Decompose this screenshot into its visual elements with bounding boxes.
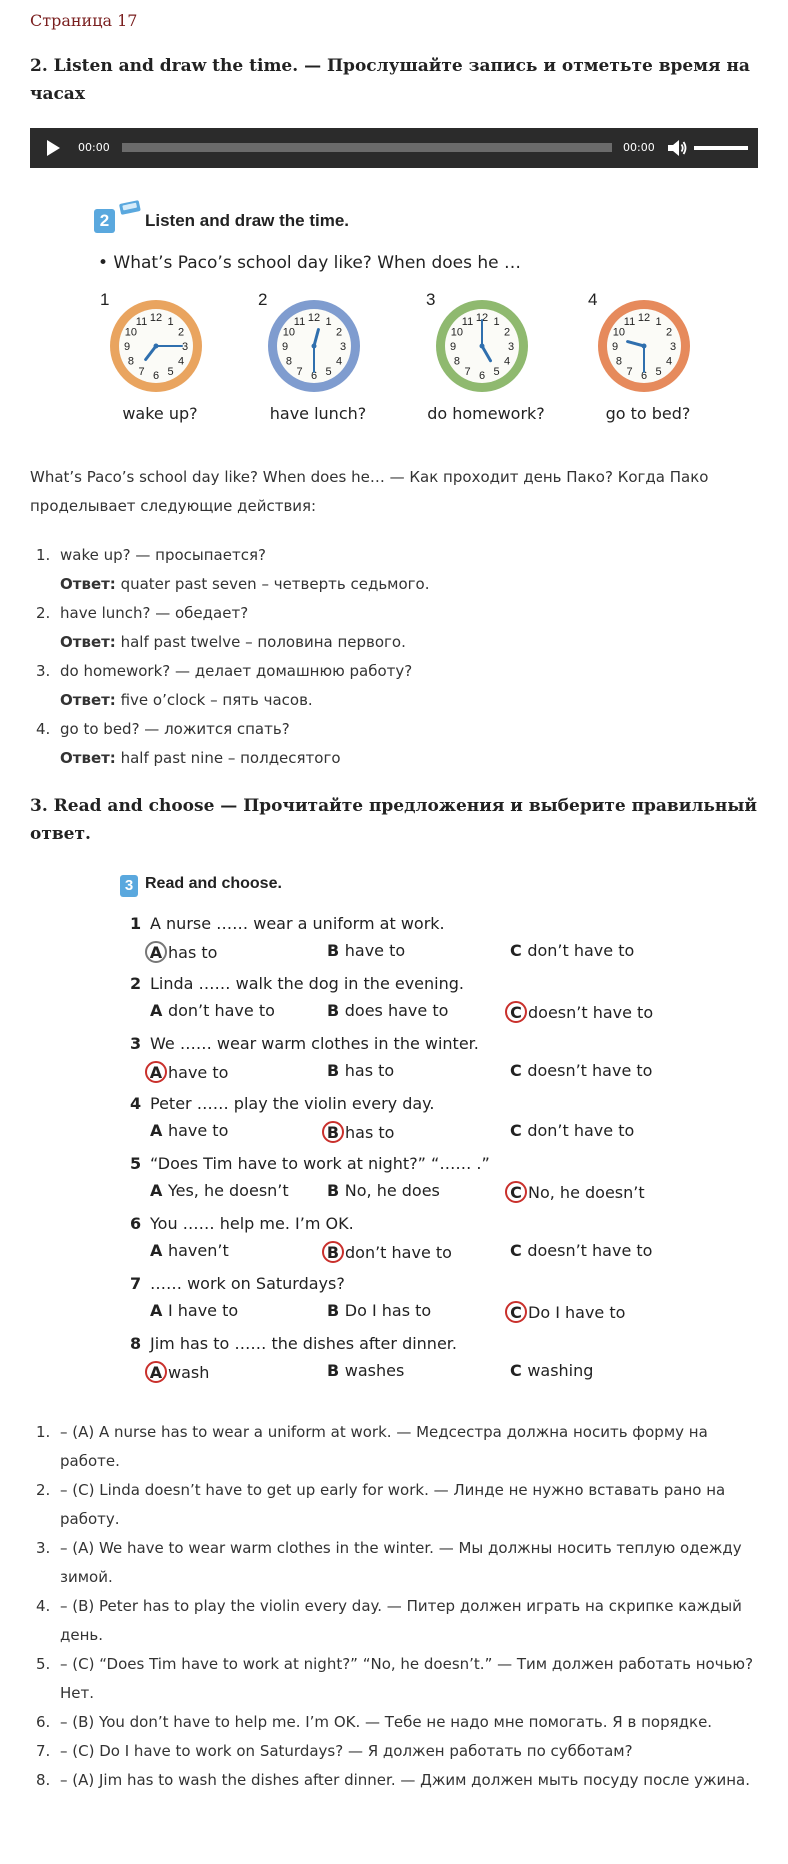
clock-numeral: 6: [152, 370, 160, 382]
option-b: B don’t have to: [327, 1241, 452, 1263]
question-text: “Does Tim have to work at night?” “…… .”: [150, 1154, 490, 1173]
clock-icon: [594, 296, 694, 396]
clock-numeral: 9: [123, 341, 131, 353]
option-b: B Do I has to: [327, 1301, 432, 1320]
option-b: B has to: [327, 1061, 395, 1080]
option-a: A Yes, he doesn’t: [150, 1181, 289, 1200]
clock-numeral: 11: [623, 315, 636, 328]
option-c: C doesn’t have to: [510, 1061, 653, 1080]
answers-list-2: [30, 1418, 770, 1795]
option-c: C don’t have to: [510, 941, 635, 960]
question-number: 8: [130, 1334, 142, 1353]
option-a: A don’t have to: [150, 1001, 275, 1020]
answer-text: half past twelve – половина первого.: [115, 633, 406, 651]
option-b: B washes: [327, 1361, 405, 1380]
clock-1: [100, 290, 218, 423]
answer-text: quater past seven – четверть седьмого.: [115, 575, 430, 593]
question-text: …… work on Saturdays?: [150, 1274, 345, 1293]
clock-numeral: 2: [504, 326, 511, 339]
clock-numeral: 8: [453, 355, 460, 368]
clock-numeral: 5: [655, 366, 662, 379]
option-b: B does have to: [327, 1001, 449, 1020]
question-text: Linda …… walk the dog in the evening.: [150, 974, 464, 993]
question-number: 2: [130, 974, 142, 993]
item-number: 1.: [36, 1423, 51, 1441]
item-number: 7.: [36, 1742, 51, 1760]
answer-label: Ответ:: [60, 749, 116, 767]
clock-numeral: 3: [669, 341, 677, 353]
textbook-figure-clocks: [90, 195, 710, 440]
clock-numeral: 11: [293, 315, 306, 328]
item-number: 2.: [36, 604, 51, 622]
option-c: C doesn’t have to: [510, 1241, 653, 1260]
clock-numeral: 12: [475, 312, 489, 324]
clock-caption: go to bed?: [605, 404, 691, 423]
question-text: You …… help me. I’m OK.: [150, 1214, 354, 1233]
clock-numeral: 10: [124, 326, 138, 339]
clock-numeral: 1: [325, 315, 332, 328]
option-c: C Do I have to: [510, 1301, 625, 1323]
clock-2: [258, 290, 376, 423]
clock-numeral: 9: [281, 341, 289, 353]
item-text: – (B) Peter has to play the violin every day. — Питер должен играть на скрипке каждый день.: [60, 1597, 742, 1644]
clock-numeral: 11: [461, 315, 474, 328]
clock-numeral: 2: [666, 326, 673, 339]
item-question: go to bed? — ложится спать?: [60, 720, 290, 738]
clock-numeral: 10: [612, 326, 626, 339]
question-6: [130, 1214, 670, 1270]
clock-number: 1: [100, 290, 110, 309]
clock-numeral: 5: [493, 366, 500, 379]
option-a: A I have to: [150, 1301, 239, 1320]
clock-numeral: 5: [167, 366, 174, 379]
option-b: B No, he does: [327, 1181, 440, 1200]
clock-icon: [106, 296, 206, 396]
question-number: 4: [130, 1094, 142, 1113]
list-item: [30, 1737, 770, 1766]
question-number: 5: [130, 1154, 142, 1173]
clock-caption: wake up?: [122, 404, 198, 423]
clock-numeral: 8: [285, 355, 292, 368]
clock-numeral: 7: [464, 366, 471, 379]
item-text: – (C) Do I have to work on Saturdays? — Я должен работать по субботам?: [60, 1742, 633, 1760]
question-text: We …… wear warm clothes in the winter.: [150, 1034, 479, 1053]
option-c: C No, he doesn’t: [510, 1181, 645, 1203]
answer-label: Ответ:: [60, 633, 116, 651]
clock-pin: [642, 344, 647, 349]
clock-numeral: 11: [135, 315, 148, 328]
clock-numeral: 6: [310, 370, 318, 382]
clock-number: 3: [426, 290, 436, 309]
clock-numeral: 2: [336, 326, 343, 339]
duration: 00:00: [623, 141, 655, 154]
option-a: A wash: [150, 1361, 209, 1383]
current-time: 00:00: [78, 141, 110, 154]
volume-slider[interactable]: [694, 146, 748, 150]
clock-numeral: 2: [178, 326, 185, 339]
question-text: A nurse …… wear a uniform at work.: [150, 914, 445, 933]
clock-numeral: 4: [336, 355, 343, 368]
list-item: [30, 1418, 770, 1476]
option-a: A haven’t: [150, 1241, 229, 1260]
clock-number: 4: [588, 290, 598, 309]
clock-numeral: 1: [167, 315, 174, 328]
pencil-icon: [117, 199, 143, 217]
clock-pin: [312, 344, 317, 349]
figure-title: Listen and draw the time.: [145, 211, 350, 230]
clock-numeral: 10: [450, 326, 464, 339]
play-icon[interactable]: [47, 140, 60, 156]
item-question: have lunch? — обедает?: [60, 604, 249, 622]
answer-text: half past nine – полдесятого: [115, 749, 341, 767]
clock-numeral: 4: [178, 355, 185, 368]
list-item: [30, 657, 770, 715]
intro-paragraph: What’s Paco’s school day like? When does he… — Как проходит день Пако? Когда Пако проделывает следующие действия:: [30, 468, 709, 515]
list-item: [30, 1592, 770, 1650]
section-heading-read: 3. Read and choose — Прочитайте предложения и выберите правильный ответ.: [30, 796, 757, 844]
clock-caption: have lunch?: [269, 404, 367, 423]
item-question: wake up? — просыпается?: [60, 546, 266, 564]
clock-numeral: 9: [449, 341, 457, 353]
page-label: Страница 17: [30, 11, 138, 30]
item-text: – (A) A nurse has to wear a uniform at work. — Медсестра должна носить форму на работе.: [60, 1423, 708, 1470]
list-item: [30, 715, 770, 773]
clock-numeral: 12: [149, 312, 163, 324]
option-c: C washing: [510, 1361, 594, 1380]
answer-label: Ответ:: [60, 691, 116, 709]
question-5: [130, 1154, 670, 1210]
clock-numeral: 3: [339, 341, 347, 353]
list-item: [30, 1708, 770, 1737]
clock-numeral: 6: [478, 370, 486, 382]
question-4: [130, 1094, 670, 1150]
clock-numeral: 9: [611, 341, 619, 353]
question-1: [130, 914, 670, 970]
option-a: A have to: [150, 1121, 229, 1140]
question-3: [130, 1034, 670, 1090]
answer-label: Ответ:: [60, 575, 116, 593]
question-7: [130, 1274, 670, 1330]
volume-icon[interactable]: [666, 138, 688, 158]
clock-numeral: 8: [127, 355, 134, 368]
clock-icon: [432, 296, 532, 396]
figure-question: • What’s Paco’s school day like? When does he …: [98, 253, 521, 273]
option-b: B have to: [327, 941, 406, 960]
clock-numeral: 3: [507, 341, 515, 353]
clock-3: [426, 290, 545, 423]
answers-list-1: [30, 541, 770, 773]
clock-numeral: 8: [615, 355, 622, 368]
clock-numeral: 5: [325, 366, 332, 379]
clock-numeral: 3: [181, 341, 189, 353]
item-text: – (A) Jim has to wash the dishes after dinner. — Джим должен мыть посуду после ужина.: [60, 1771, 750, 1789]
clock-numeral: 10: [282, 326, 296, 339]
clock-numeral: 1: [655, 315, 662, 328]
clock-pin: [154, 344, 159, 349]
exercise-number-badge: 3: [120, 875, 138, 897]
item-number: 8.: [36, 1771, 51, 1789]
item-number: 3.: [36, 1539, 51, 1557]
question-8: [130, 1334, 670, 1390]
option-c: C doesn’t have to: [510, 1001, 653, 1023]
clock-numeral: 1: [493, 315, 500, 328]
item-text: – (C) Linda doesn’t have to get up early for work. — Линде не нужно вставать рано на работу.: [60, 1481, 726, 1528]
list-item: [30, 1650, 770, 1708]
option-a: A has to: [150, 941, 217, 963]
item-text: – (A) We have to wear warm clothes in the winter. — Мы должны носить теплую одежду зимой.: [60, 1539, 742, 1586]
clock-numeral: 7: [138, 366, 145, 379]
option-b: B has to: [327, 1121, 394, 1143]
question-number: 1: [130, 914, 142, 933]
clock-icon: [264, 296, 364, 396]
item-number: 6.: [36, 1713, 51, 1731]
question-number: 6: [130, 1214, 142, 1233]
figure-title: Read and choose.: [145, 875, 282, 892]
clock-numeral: 12: [307, 312, 321, 324]
item-number: 2.: [36, 1481, 51, 1499]
question-number: 3: [130, 1034, 142, 1053]
item-number: 1.: [36, 546, 51, 564]
list-item: [30, 541, 770, 599]
clock-numeral: 12: [637, 312, 651, 324]
question-2: [130, 974, 670, 1030]
audio-player: [30, 128, 758, 168]
answer-text: five o’clock – пять часов.: [115, 691, 313, 709]
list-item: [30, 1766, 770, 1795]
clock-numeral: 7: [626, 366, 633, 379]
clock-4: [588, 290, 706, 423]
list-item: [30, 1476, 770, 1534]
question-text: Peter …… play the violin every day.: [150, 1094, 435, 1113]
option-c: C don’t have to: [510, 1121, 635, 1140]
list-item: [30, 599, 770, 657]
clock-numeral: 4: [504, 355, 511, 368]
item-number: 4.: [36, 1597, 51, 1615]
exercise-number-badge: 2: [94, 209, 115, 233]
item-text: – (B) You don’t have to help me. I’m OK. — Тебе не надо мне помогать. Я в порядке.: [60, 1713, 713, 1731]
section-heading-listen: 2. Listen and draw the time. — Прослушайте запись и отметьте время на часах: [30, 56, 750, 104]
list-item: [30, 1534, 770, 1592]
item-question: do homework? — делает домашнюю работу?: [60, 662, 413, 680]
item-number: 5.: [36, 1655, 51, 1673]
clock-numeral: 4: [666, 355, 673, 368]
clock-numeral: 7: [296, 366, 303, 379]
clock-number: 2: [258, 290, 268, 309]
textbook-figure-choose: [120, 870, 680, 1390]
clock-numeral: 6: [640, 370, 648, 382]
question-number: 7: [130, 1274, 142, 1293]
clock-caption: do homework?: [427, 404, 545, 423]
question-text: Jim has to …… the dishes after dinner.: [150, 1334, 457, 1353]
progress-bar[interactable]: [122, 143, 612, 152]
item-number: 3.: [36, 662, 51, 680]
clock-pin: [480, 344, 485, 349]
item-number: 4.: [36, 720, 51, 738]
item-text: – (C) “Does Tim have to work at night?” “No, he doesn’t.” — Тим должен работать ночью? Нет.: [60, 1655, 754, 1702]
option-a: A have to: [150, 1061, 228, 1083]
